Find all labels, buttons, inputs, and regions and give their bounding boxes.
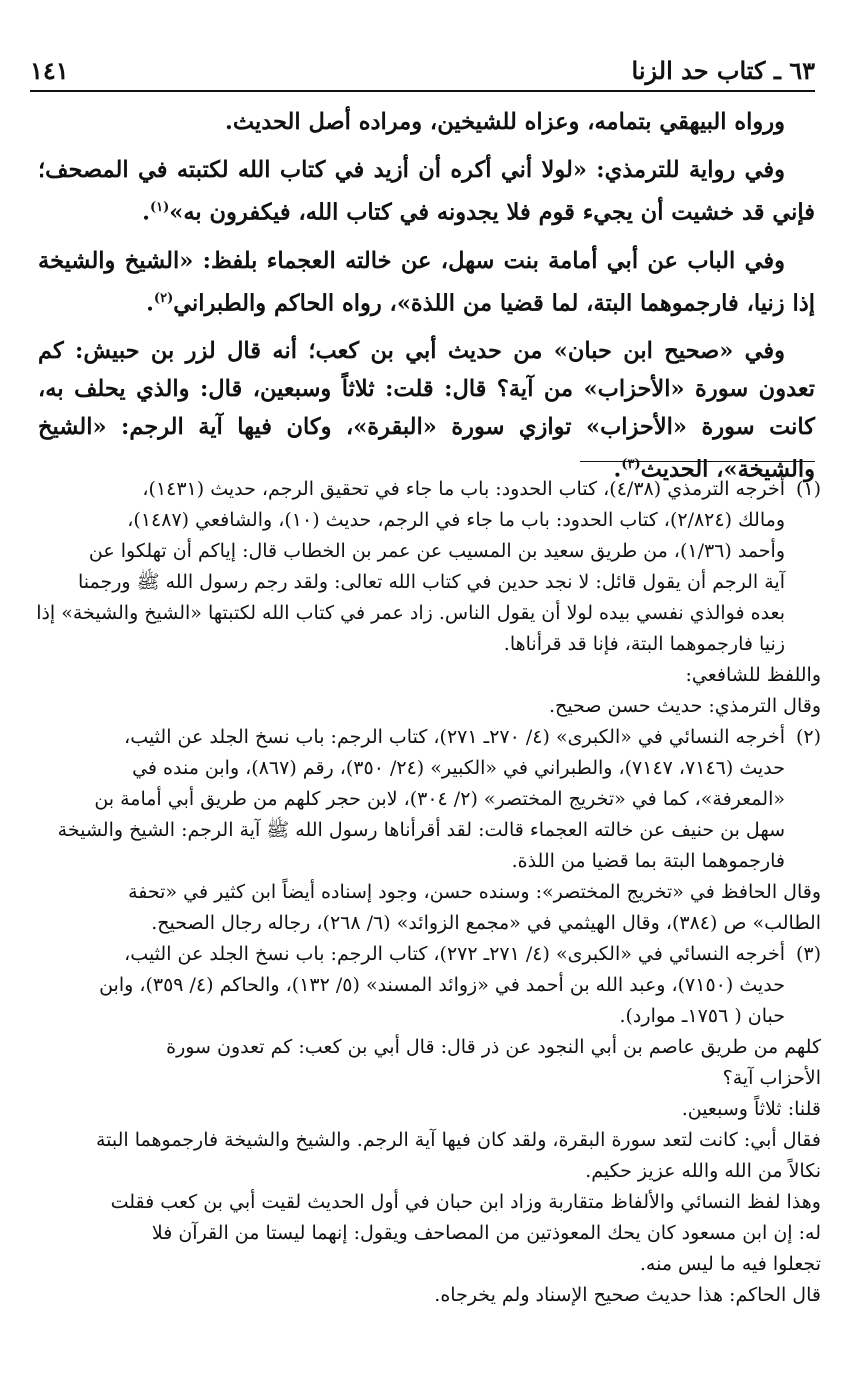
footnote-2 <box>34 722 821 877</box>
footnote-3-mark: (٣) <box>795 943 821 965</box>
paragraph-4-text: وفي «صحيح ابن حبان» من حديث أبي بن كعب؛ أنه قال لزر بن حبيش: كم تعدون سورة «الأحزاب» من آية؟ قال: قلت: ثلاثاً وسبعين، قال: والذي يحلف به، كانت سورة «الأحزاب» توازي سورة «البقرة»، وكان فيها آية الرجم: «الشيخ والشيخة»، الحديث <box>38 338 815 483</box>
footnote-line: الأحزاب آية؟ <box>722 1067 821 1089</box>
footnote-ref-1[interactable]: (١) <box>150 200 170 215</box>
footnote-line: سهل بن حنيف عن خالته العجماء قالت: لقد أقرأناها رسول الله ﷺ آية الرجم: الشيخ والشيخة <box>57 819 785 841</box>
footnote-ref-3[interactable]: (٣) <box>621 457 641 472</box>
footnote-line: وقال الحافظ في «تخريج المختصر»: وسنده حسن، وجود إسناده أيضاً ابن كثير في «تحفة <box>128 881 821 903</box>
footnotes <box>34 474 821 1311</box>
footnote-line: وهذا لفظ النسائي والألفاظ متقاربة وزاد ابن حبان في أول الحديث لقيت أبي بن كعب فقلت <box>110 1191 821 1213</box>
footnote-separator <box>580 461 815 462</box>
paragraph-1-text: ورواه البيهقي بتمامه، وعزاه للشيخين، ومراده أصل الحديث. <box>225 109 785 135</box>
footnote-line: قلنا: ثلاثاً وسبعين. <box>681 1098 821 1120</box>
footnote-line: ومالك (٢/٨٢٤)، كتاب الحدود: باب ما جاء في الرجم، حديث (١٠)، والشافعي (١٤٨٧)، <box>127 509 785 531</box>
footnote-line: تجعلوا فيه ما ليس منه. <box>639 1253 821 1275</box>
page-number: ١٤١ <box>30 56 69 85</box>
footnote-2-continuation <box>34 877 821 939</box>
paragraph-4 <box>38 332 815 489</box>
footnote-line: واللفظ للشافعي: <box>685 664 821 686</box>
footnote-1-continuation <box>34 660 821 722</box>
footnote-line: زنيا فارجموهما البتة، فإنا قد قرأناها. <box>503 633 785 655</box>
footnote-line: فقال أبي: كانت لتعد سورة البقرة، ولقد كان فيها آية الرجم. والشيخ والشيخة فارجموهما البتة <box>95 1129 821 1151</box>
paragraph-2-text: وفي رواية للترمذي: «لولا أني أكره أن أزيد في كتاب الله لكتبته في المصحف؛ فإني قد خشيت أن يجيء قوم فلا يجدونه في كتاب الله، فيكفرون به» <box>38 157 815 226</box>
paragraph-2-end: . <box>142 199 150 226</box>
page-header <box>30 56 815 92</box>
footnote-line: الطالب» ص (٣٨٤)، وقال الهيثمي في «مجمع الزوائد» (٦/ ٢٦٨)، رجاله رجال الصحيح. <box>151 912 821 934</box>
footnote-line: أخرجه الترمذي (٤/٣٨)، كتاب الحدود: باب ما جاء في تحقيق الرجم، حديث (١٤٣١)، <box>142 478 785 500</box>
footnote-line: حديث (٧١٤٦، ٧١٤٧)، والطبراني في «الكبير» (٢٤/ ٣٥٠)، رقم (٨٦٧)، وابن منده في <box>132 757 785 779</box>
footnote-ref-2[interactable]: (٢) <box>153 290 174 306</box>
footnote-1-mark: (١) <box>795 478 821 500</box>
footnote-line: له: إن ابن مسعود كان يحك المعوذتين من المصاحف ويقول: إنهما ليستا من القرآن فلا <box>151 1222 821 1244</box>
paragraph-3-end: . <box>146 290 154 316</box>
paragraph-4-end: . <box>613 456 622 483</box>
footnote-line: قال الحاكم: هذا حديث صحيح الإسناد ولم يخرجاه. <box>434 1284 821 1306</box>
footnote-3-continuation <box>34 1032 821 1311</box>
footnote-1 <box>34 474 821 660</box>
footnote-line: حبان ( ١٧٥٦ـ موارد). <box>619 1005 785 1027</box>
footnote-3 <box>34 939 821 1032</box>
paragraph-1 <box>38 103 815 141</box>
footnote-line: وأحمد (١/٣٦)، من طريق سعيد بن المسيب عن عمر بن الخطاب قال: إياكم أن تهلكوا عن <box>88 540 785 562</box>
footnote-line: أخرجه النسائي في «الكبرى» (٤/ ٢٧١ـ ٢٧٢)، كتاب الرجم: باب نسخ الجلد عن الثيب، <box>124 943 785 965</box>
footnote-line: أخرجه النسائي في «الكبرى» (٤/ ٢٧٠ـ ٢٧١)، كتاب الرجم: باب نسخ الجلد عن الثيب، <box>124 726 785 748</box>
footnote-line: بعده فوالذي نفسي بيده لولا أن يقول الناس. زاد عمر في كتاب الله لكتبتها «الشيخ والشيخة» إذا <box>36 602 785 624</box>
paragraph-3 <box>38 242 815 323</box>
footnote-line: حديث (٧١٥٠)، وعبد الله بن أحمد في «زوائد المسند» (٥/ ١٣٢)، والحاكم (٤/ ٣٥٩)، وابن <box>99 974 785 996</box>
running-title: ٦٣ ـ كتاب حد الزنا <box>631 56 815 85</box>
paragraph-2 <box>38 151 815 232</box>
footnote-line: نكالاً من الله والله عزيز حكيم. <box>585 1160 821 1182</box>
footnote-2-mark: (٢) <box>795 726 821 748</box>
footnote-line: كلهم من طريق عاصم بن أبي النجود عن ذر قال: قال أبي بن كعب: كم تعدون سورة <box>166 1036 821 1058</box>
footnote-line: «المعرفة»، كما في «تخريج المختصر» (٢/ ٣٠٤)، لابن حجر كلهم من طريق أبي أمامة بن <box>94 788 785 810</box>
footnote-line: آية الرجم أن يقول قائل: لا نجد حدين في كتاب الله تعالى: ولقد رجم رسول الله ﷺ ورجمنا <box>77 571 785 593</box>
paragraph-3-text: وفي الباب عن أبي أمامة بنت سهل، عن خالته العجماء بلفظ: «الشيخ والشيخة إذا زنيا، فارجموهما البتة، لما قضيا من اللذة»، رواه الحاكم والطبراني <box>38 247 815 316</box>
footnote-line: فارجموهما البتة بما قضيا من اللذة. <box>511 850 785 872</box>
main-text <box>38 103 815 499</box>
footnote-line: وقال الترمذي: حديث حسن صحيح. <box>549 695 821 717</box>
